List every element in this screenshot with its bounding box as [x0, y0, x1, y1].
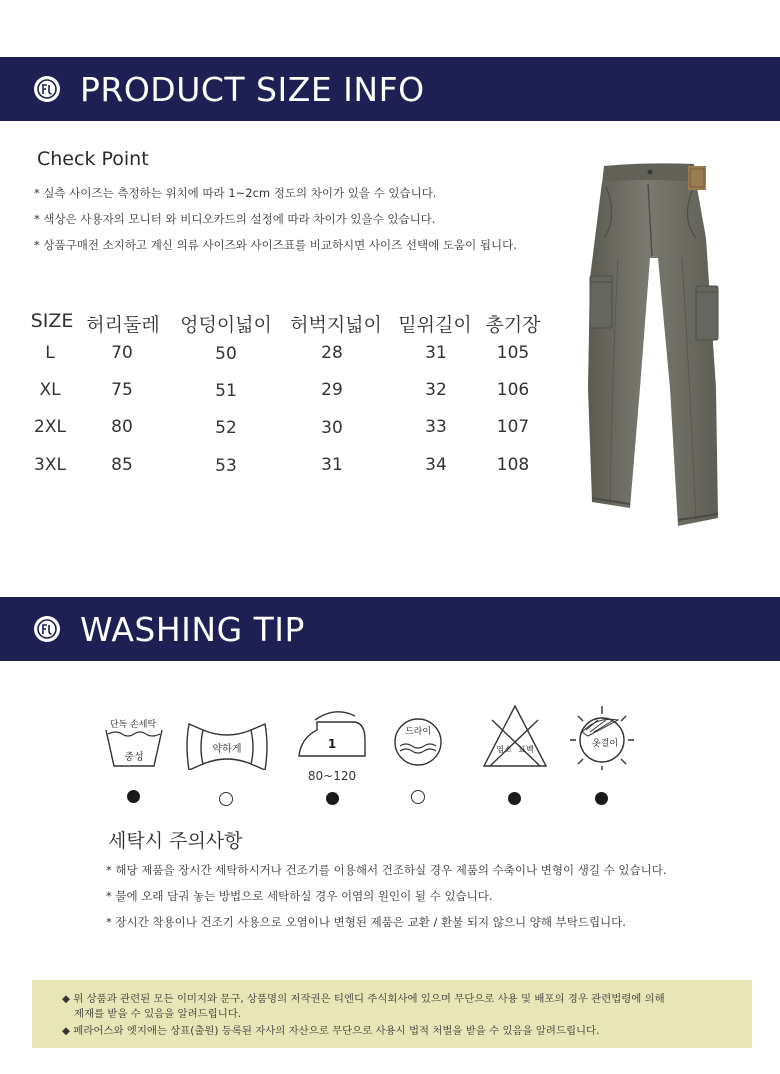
- precautions-title: 세탁시 주의사항: [108, 830, 243, 852]
- table-cell: 105: [496, 343, 530, 363]
- size-info-banner: [0, 57, 780, 121]
- table-header: 허리둘레: [86, 314, 160, 336]
- table-header: 엉덩이넓이: [180, 314, 272, 336]
- precaution-note: * 물에 오래 담궈 놓는 방법으로 세탁하실 경우 이염의 원인이 될 수 있습니다.: [106, 889, 493, 903]
- care-indicator-filled: [595, 792, 608, 805]
- brand-logo-icon: [34, 616, 60, 642]
- care-label: 1: [327, 737, 337, 751]
- table-header: 밑위길이: [398, 314, 472, 336]
- table-cell: 107: [496, 417, 530, 437]
- table-cell: 52: [215, 418, 237, 438]
- table-cell: 29: [321, 380, 343, 400]
- brand-logo-icon: [34, 76, 60, 102]
- table-header: SIZE: [30, 310, 74, 332]
- table-cell: 32: [425, 380, 447, 400]
- notice-line: ◆ 페라어스와 엣지애는 상표(출원) 등록된 자사의 자산으로 무단으로 사용시 법적 처벌을 받을 수 있음을 알려드립니다.: [62, 1025, 600, 1037]
- table-header: 총기장: [485, 314, 541, 336]
- washing-tip-title: WASHING TIP: [80, 610, 305, 649]
- table-cell: 106: [496, 380, 530, 400]
- precautions-list: [106, 857, 666, 935]
- care-label: 표백: [518, 745, 534, 754]
- check-point-notes: [34, 180, 517, 258]
- check-point-title: Check Point: [37, 148, 149, 170]
- precaution-note: * 해당 제품을 장시간 세탁하시거나 건조기를 이용해서 건조하실 경우 제품의 수축이나 변형이 생길 수 있습니다.: [106, 863, 667, 877]
- care-caption: 80~120: [307, 769, 357, 783]
- table-cell: 80: [111, 417, 133, 437]
- care-label: 중성: [124, 752, 144, 763]
- care-indicator-empty: [411, 790, 425, 804]
- care-label: 단독 손세탁: [109, 720, 157, 730]
- table-header: 허벅지넓이: [290, 314, 382, 336]
- iron-icon: [295, 700, 371, 788]
- washing-tip-banner: [0, 597, 780, 661]
- product-pants-image: [578, 158, 728, 534]
- check-point-note: * 실측 사이즈는 측정하는 위치에 따라 1~2cm 정도의 차이가 있을 수 있습니다.: [34, 186, 437, 200]
- care-indicator-filled: [326, 792, 339, 805]
- size-info-title: PRODUCT SIZE INFO: [80, 70, 425, 109]
- table-cell: XL: [39, 380, 61, 400]
- table-cell: 28: [321, 343, 343, 363]
- table-cell: 75: [111, 380, 133, 400]
- notice-line: ◆ 위 상품과 관련된 모든 이미지와 문구, 상품명의 저작권은 티엔디 주식회사에 있으며 무단으로 사용 및 배포의 경우 관련법령에 의해: [62, 993, 665, 1005]
- care-label: 옷걸이: [591, 739, 619, 749]
- dry-clean-icon: [392, 700, 444, 774]
- table-cell: 85: [111, 455, 133, 475]
- care-indicator-filled: [508, 792, 521, 805]
- table-cell: 33: [425, 417, 447, 437]
- no-bleach-icon: [480, 700, 550, 774]
- care-indicator-filled: [127, 790, 140, 803]
- notice-line: 제재를 받을 수 있음을 알려드립니다.: [74, 1008, 242, 1020]
- table-cell: 34: [425, 455, 447, 475]
- table-cell: 50: [215, 344, 237, 364]
- care-label: 염소: [496, 745, 512, 754]
- table-cell: 2XL: [34, 417, 66, 437]
- table-cell: 30: [321, 418, 343, 438]
- care-label: 드라이: [404, 727, 432, 737]
- precaution-note: * 장시간 착용이나 건조기 사용으로 오염이나 변형된 제품은 교환 / 환불 되지 않으니 양해 부탁드립니다.: [106, 915, 626, 929]
- table-cell: 108: [496, 455, 530, 475]
- copyright-notice: [32, 980, 752, 1048]
- care-indicator-empty: [219, 792, 233, 806]
- table-cell: 51: [215, 381, 237, 401]
- gentle-wring-icon: [185, 700, 269, 774]
- check-point-note: * 색상은 사용자의 모니터 와 비디오카드의 설정에 따라 차이가 있을수 있습니다.: [34, 212, 436, 226]
- table-cell: 70: [111, 343, 133, 363]
- care-label: 약하게: [212, 744, 242, 755]
- hand-wash-neutral-icon: [102, 700, 166, 774]
- check-point-note: * 상품구매전 소지하고 계신 의류 사이즈와 사이즈표를 비교하시면 사이즈 선택에 도움이 됩니다.: [34, 238, 517, 252]
- hang-dry-icon: [568, 700, 636, 774]
- table-cell: 53: [215, 456, 237, 476]
- table-cell: 31: [321, 455, 343, 475]
- table-cell: 3XL: [34, 455, 66, 475]
- table-cell: L: [45, 343, 55, 363]
- table-cell: 31: [425, 343, 447, 363]
